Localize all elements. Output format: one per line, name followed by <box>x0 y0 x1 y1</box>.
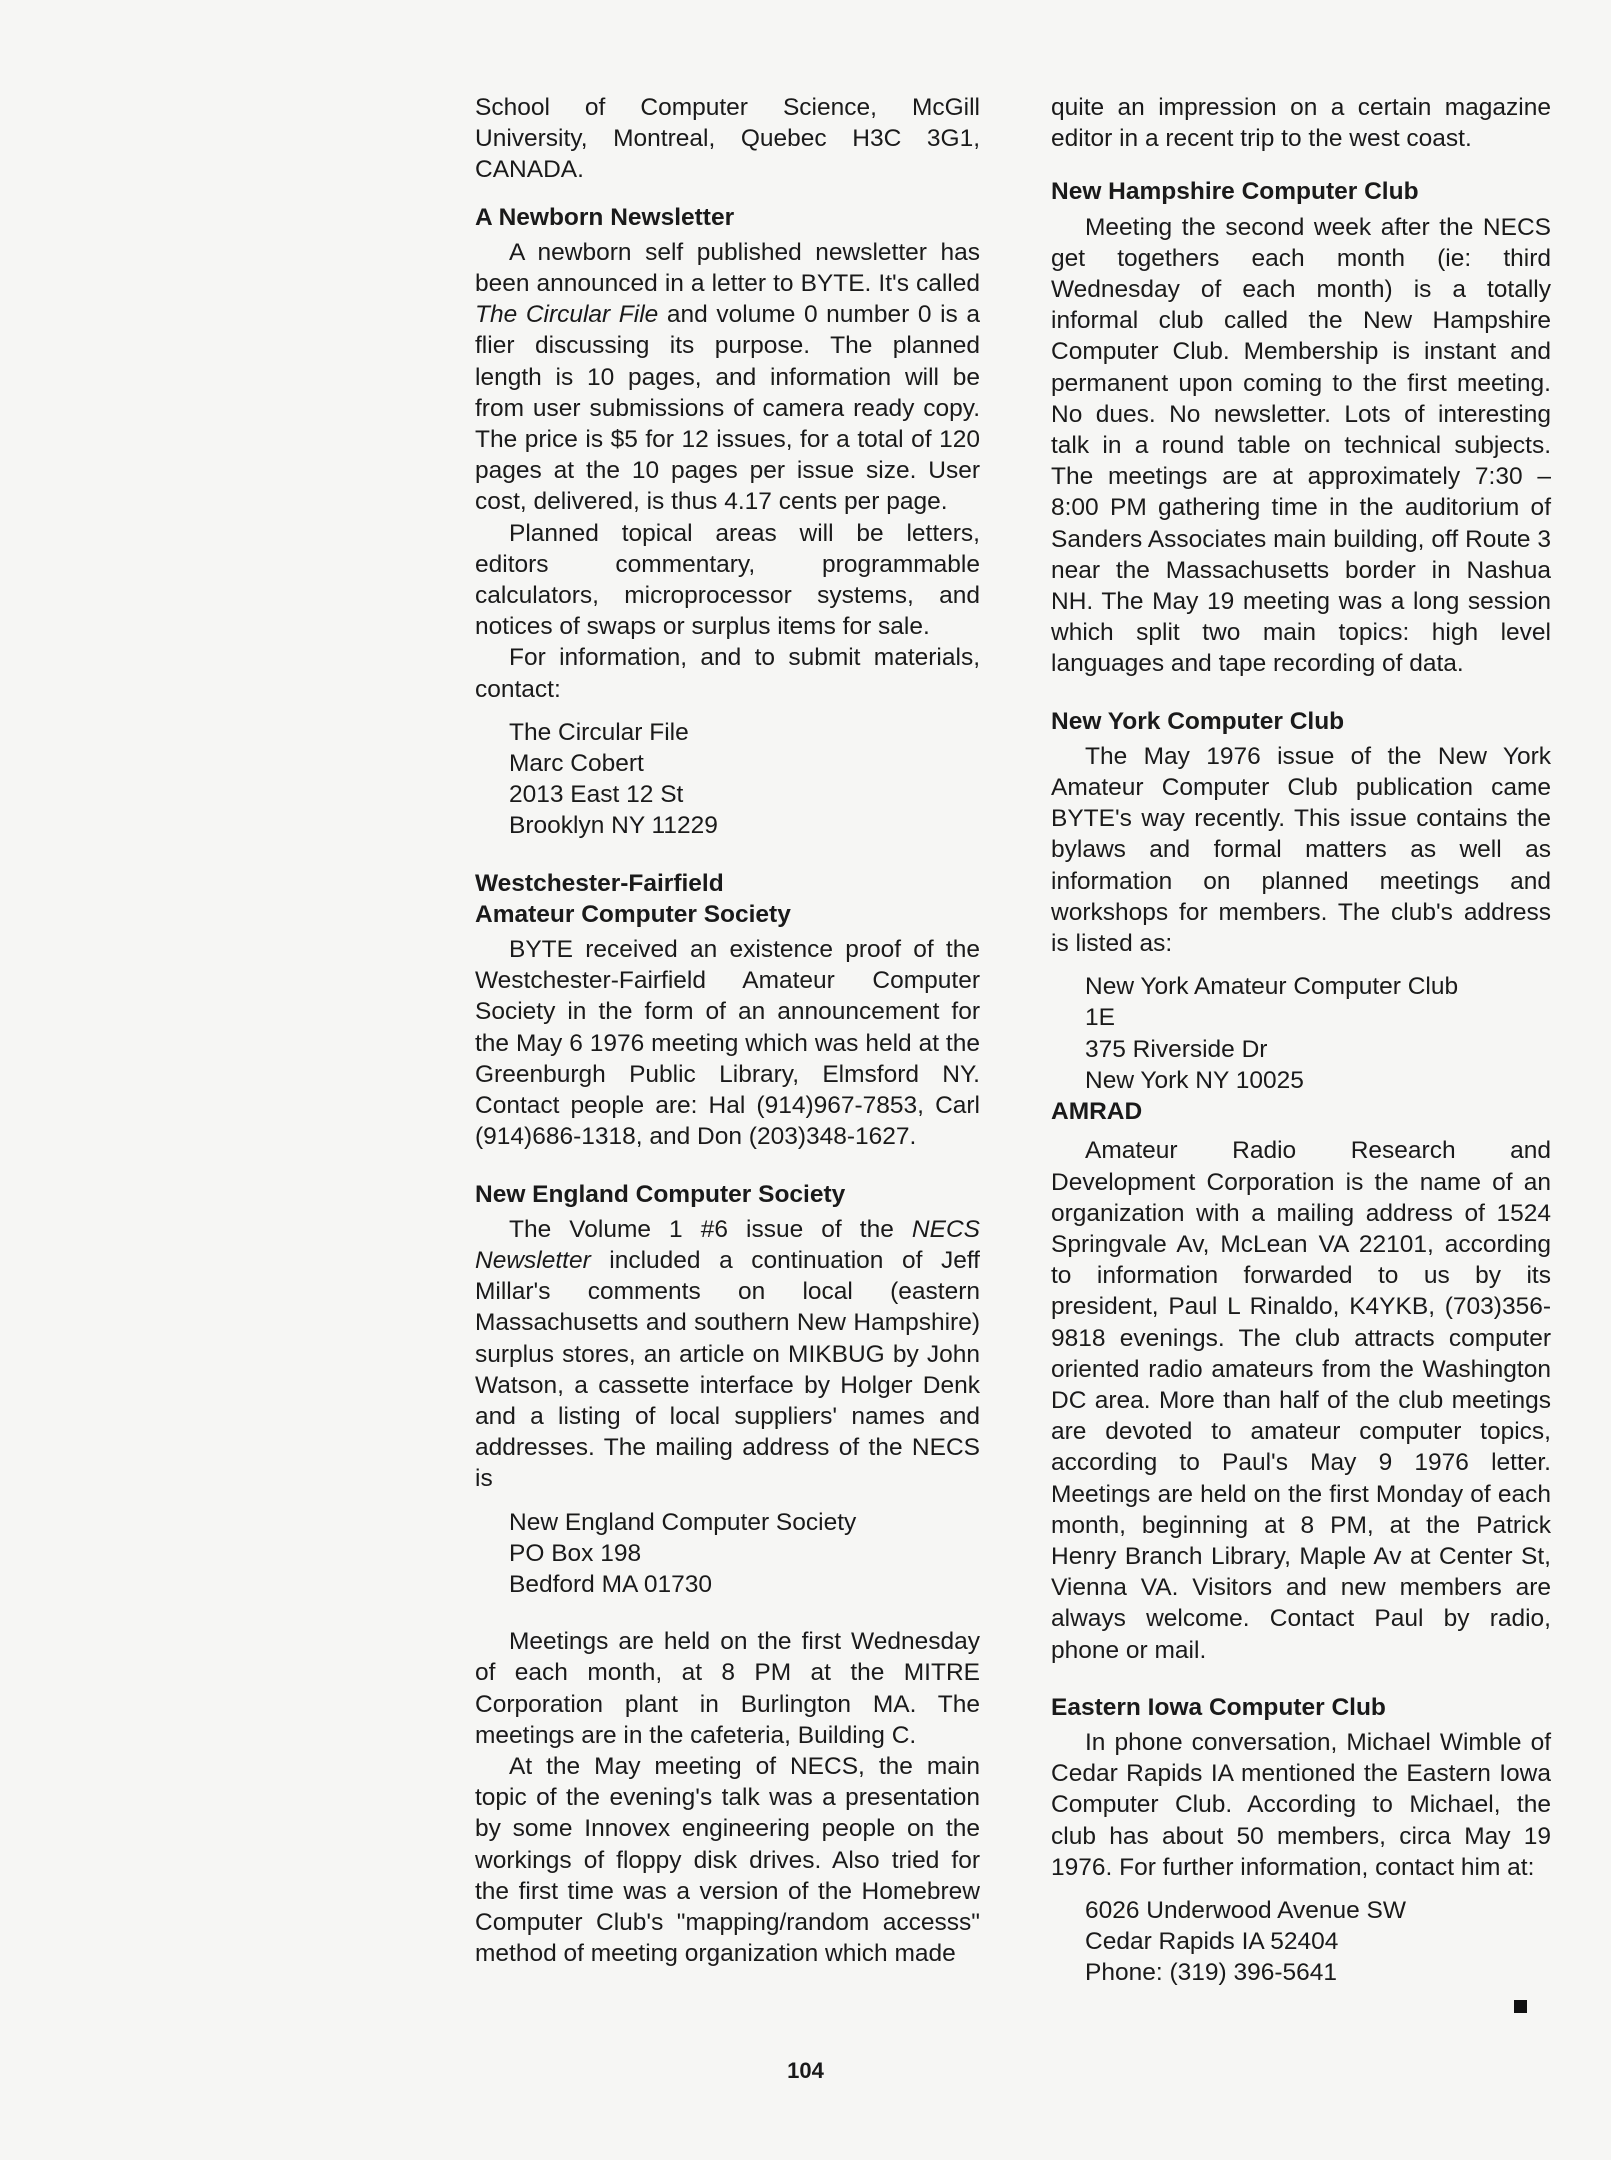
necs-p1-start: The Volume 1 #6 issue of the <box>509 1215 912 1243</box>
address-line: PO Box 198 <box>509 1539 642 1567</box>
ny-club-heading: New York Computer Club <box>1051 707 1345 735</box>
continuation-text: quite an impression on a certain magazine editor in a recent trip to the west coast. <box>1051 94 1551 153</box>
nh-club-paragraph-1: Meeting the second week after the NECS get togethers each month (ie: third Wednesday of each month) is a totally informal club called the New Hampshire Computer Club. Membership is instant and permanent upon coming to the first meeting. No dues. No newsletter. Lots of interesting talk in a round table on technical subjects. The meetings are at approximately 7:30 – 8:00 PM gathering time in the auditorium of Sanders Associates main building, off Route 3 near the Massachusetts border in Nashua NH. The May 19 meeting was a long session which split two main topics: high level languages and tape recording of data. <box>1051 213 1551 678</box>
address-line: Cedar Rapids IA 52404 <box>1085 1928 1339 1956</box>
nh-club-heading: New Hampshire Computer Club <box>1051 178 1419 206</box>
address-line: New England Computer Society <box>509 1508 857 1536</box>
intro-address-text: School of Computer Science, McGill University, Montreal, Quebec H3C 3G1, CANADA. <box>475 94 980 184</box>
newsletter-title: The Circular File <box>475 301 659 329</box>
address-line: 2013 East 12 St <box>509 781 684 809</box>
necs-p1-end: included a continuation of Jeff Millar's comments on local (eastern Massachusetts and southern New Hampshire) surplus stores, an article on MIKBUG by John Watson, a cassette interface by Holger Denk and a listing of local suppliers' names and addresses. The mailing address of the NECS is <box>475 1246 980 1493</box>
address-line: New York NY 10025 <box>1085 1066 1304 1094</box>
newsletter-paragraph-1 <box>475 237 980 518</box>
page-number: 104 <box>787 2058 824 2083</box>
address-line: Bedford MA 01730 <box>509 1570 712 1598</box>
ny-club-address <box>1085 971 1551 1096</box>
westchester-paragraph-1: BYTE received an existence proof of the Westchester-Fairfield Amateur Computer Society in the form of an announcement for the May 6 1976 meeting which was held at the Greenburgh Public Library, Elmsford NY. Contact people are: Hal (914)967-7853, Carl (914)686-1318, and Don (203)348-1627. <box>475 936 980 1151</box>
iowa-club-heading: Eastern Iowa Computer Club <box>1051 1693 1386 1721</box>
address-line: The Circular File <box>509 718 689 746</box>
newsletter-address <box>509 717 980 842</box>
newsletter-p1-end: and volume 0 number 0 is a flier discussing its purpose. The planned length is 10 pages, and information will be from user submissions of camera ready copy. The price is $5 for 12 issues, for a total of 120 pages at the 10 pages per issue size. User cost, delivered, is thus 4.17 cents per page. <box>475 301 980 516</box>
iowa-club-paragraph-1: In phone conversation, Michael Wimble of Cedar Rapids IA mentioned the Eastern Iowa Computer Club. According to Michael, the club has about 50 members, circa May 19 1976. For further information, contact him at: <box>1051 1728 1551 1881</box>
necs-paragraph-2: Meetings are held on the first Wednesday of each month, at 8 PM at the MITRE Corporation plant in Burlington MA. The meetings are in the cafeteria, Building C. <box>475 1628 980 1749</box>
address-line: 1E <box>1085 1004 1115 1032</box>
amrad-paragraph-1: Amateur Radio Research and Development Corporation is the name of an organization with a mailing address of 1524 Springvale Av, McLean VA 22101, according to information forwarded to us by its president, Paul L Rinaldo, K4YKB, (703)356-9818 evenings. The club attracts computer oriented radio amateurs from the Washington DC area. More than half of the club meetings are devoted to amateur computer topics, according to Paul's May 9 1976 letter. Meetings are held on the first Monday of each month, beginning at 8 PM, at the Patrick Henry Branch Library, Maple Av at Center St, Vienna VA. Visitors and new members are always welcome. Contact Paul by radio, phone or mail. <box>1051 1137 1551 1664</box>
address-line: New York Amateur Computer Club <box>1085 973 1459 1001</box>
necs-newsletter-title: NECS Newsletter <box>475 1215 980 1274</box>
address-line: Marc Cobert <box>509 750 644 778</box>
address-line: 375 Riverside Dr <box>1085 1035 1268 1063</box>
newsletter-heading: A Newborn Newsletter <box>475 203 735 231</box>
westchester-heading-line-1: Westchester-Fairfield <box>475 869 724 897</box>
necs-paragraph-1 <box>475 1214 980 1495</box>
westchester-heading-line-2: Amateur Computer Society <box>475 900 791 928</box>
left-column <box>475 92 980 1969</box>
address-line: 6026 Underwood Avenue SW <box>1085 1896 1406 1924</box>
newsletter-p1-start: A newborn self published newsletter has been announced in a letter to BYTE. It's called <box>475 238 980 298</box>
iowa-club-address <box>1085 1895 1551 1989</box>
right-column <box>1051 92 1551 1989</box>
newsletter-paragraph-2: Planned topical areas will be letters, editors commentary, programmable calculators, microprocessor systems, and notices of swaps or surplus items for sale. <box>475 519 980 641</box>
necs-paragraph-3: At the May meeting of NECS, the main topic of the evening's talk was a presentation by some Innovex engineering people on the workings of floppy disk drives. Also tried for the first time was a version of the Homebrew Computer Club's "mapping/random accesss" method of meeting organization which made <box>475 1752 980 1968</box>
end-of-article-mark <box>1514 2000 1527 2013</box>
necs-heading: New England Computer Society <box>475 1180 846 1208</box>
newsletter-paragraph-3: For information, and to submit materials, contact: <box>475 644 980 703</box>
necs-address <box>509 1507 980 1601</box>
address-line: Phone: (319) 396-5641 <box>1085 1959 1337 1987</box>
amrad-heading: AMRAD <box>1051 1098 1143 1126</box>
address-line: Brooklyn NY 11229 <box>509 812 718 840</box>
ny-club-paragraph-1: The May 1976 issue of the New York Amateur Computer Club publication came BYTE's way recently. This issue contains the bylaws and formal matters as well as information on planned meetings and workshops for members. The club's address is listed as: <box>1051 742 1551 958</box>
